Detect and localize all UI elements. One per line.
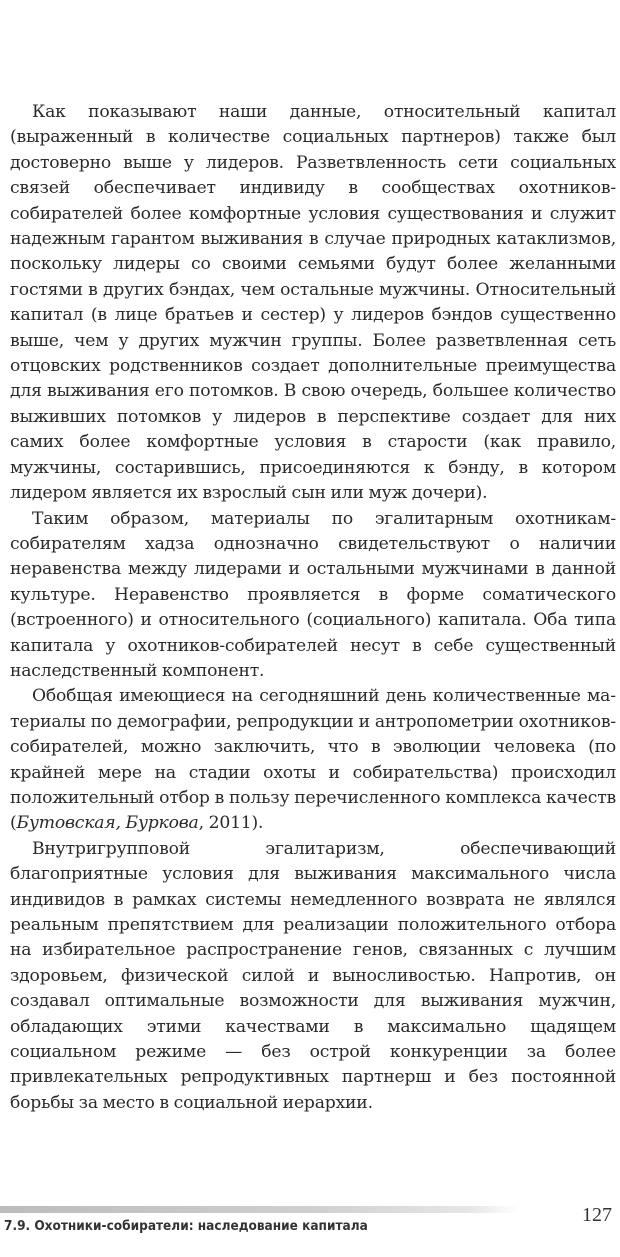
- page-body: [10, 100, 616, 1116]
- footer-rule: [0, 1206, 520, 1213]
- paragraph-inequality: Таким образом, материалы по эгалитарным охотникам-собирателям хадза однозначно свидетельствуют о наличии неравенства между лидерами и остальными мужчинами в данной культуре. Неравенство проявляется в форме соматического (встроенного) и относительного (социального) капитала. Оба типа капитала у охотников-собирателей несут в себе существенный наследственный компонент.: [10, 508, 616, 681]
- citation-authors: Бутовская, Буркова: [16, 813, 199, 834]
- paragraph-egalitarianism: Внутригрупповой эгалитаризм, обеспечивающий благоприятные условия для выживания максимального числа индивидов в рамках системы немедленного возврата не являлся реальным препятствием для реализации положительного отбора на избирательное распространение генов, связанных с лучшим здоровьем, физической силой и выносливостью. Напротив, он создавал оптимальные возможности для выживания мужчин, обладающих этими качествами в максимально щадящем социальном режиме — без острой конкуренции за более привлекательных репродуктивных партнерш и без постоянной борьбы за место в социальной иерархии.: [10, 838, 616, 1113]
- paragraph-selection-text: Обобщая имеющиеся на сегодняшний день количественные материалы по демографии, репродукции и антропометрии охотников-собирателей, можно заключить, что в эволюции человека (по крайней мере на стадии охоты и собирательства) происходил положительный отбор в пользу перечисленного комплекса качеств (: [10, 686, 616, 834]
- citation-year: , 2011).: [198, 813, 264, 834]
- page-number: 127: [582, 1204, 612, 1226]
- running-head: 7.9. Охотники-собиратели: наследование капитала: [4, 1218, 368, 1234]
- paragraph-selection: [10, 684, 616, 836]
- paragraph-relative-capital: Как показывают наши данные, относительный капитал (выраженный в количестве социальных партнеров) также был достоверно выше у лидеров. Разветвленность сети социальных связей обеспечивает индивиду в сообществах охотников-собирателей более комфортные условия существования и служит надежным гарантом выживания в случае природных катаклизмов, поскольку лидеры со своими семьями будут более желанными гостями в других бэндах, чем остальные мужчины. Относительный капитал (в лице братьев и сестер) у лидеров бэндов существенно выше, чем у других мужчин группы. Более разветвленная сеть отцовских родственников создает дополнительные преимущества для выживания его потомков. В свою очередь, большее количество выживших потомков у лидеров в перспективе создает для них самих более комфортные условия в старости (как правило, мужчины, состарившись, присоединяются к бэнду, в котором лидером является их взрослый сын или муж дочери).: [10, 102, 616, 504]
